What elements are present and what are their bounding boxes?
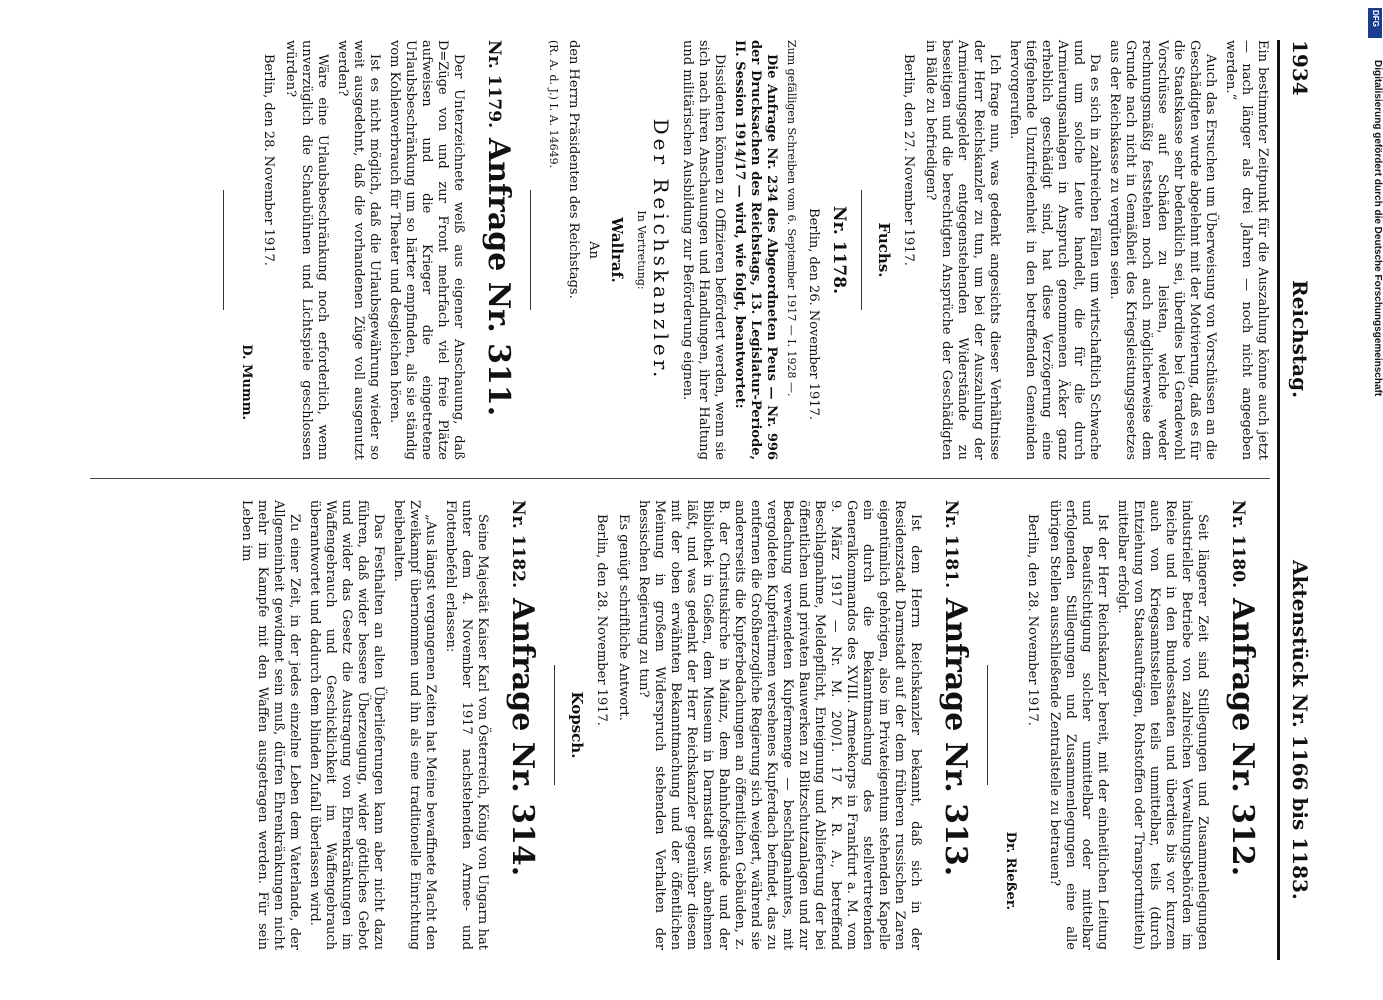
document-page xyxy=(36,20,1336,980)
paragraph: Zu einer Zeit, in der jedes einzelne Leben dem Vaterlande, der Allgemeinheit gewidmet sein muß, dürfen Ehrenkränkungen nicht mehr im Kampfe mit den Waffen ausgetragen werden. Für sein Leben im xyxy=(239,500,302,950)
paragraph: Auch das Ersuchen um Überweisung von Vorschüssen an die Geschädigten wurde abgelehnt mit der Motivierung, daß es für die Staatskasse sehr bedenklich sei, überdies bei Geradewohl Vorschüsse auf Schäden zu leisten, welche weder rechnungsmäßig feststehen noch auch möglicherweise dem Grunde nach nicht in Gemäßheit des Kriegsleistungsgesetzes aus der Reichskasse zu vergüten seien. xyxy=(1107,40,1218,460)
separator xyxy=(223,190,224,310)
anfrage-number: Nr. 1182. xyxy=(508,500,528,589)
date-line: Berlin, den 26. November 1917. xyxy=(806,208,821,420)
paragraph: Seine Majestät Kaiser Karl von Österreich, König von Ungarn hat unter dem 4. November 1917 nachstehenden Armee- und Flottenbefehl erlassen: xyxy=(443,500,490,950)
date-line: Berlin, den 28. November 1917. xyxy=(1025,514,1040,726)
anfrage-heading xyxy=(500,500,540,950)
paragraph: Ich frage nun, was gedenkt angesichts dieser Verhältnisse der Herr Reichskanzler zu tun, um bei der Auszahlung der Armierungsgelder entgegenstehenden Widerstände zu beseitigen und die berechtigten Ansprüche der Geschädigten in Bälde zu befriedigen? xyxy=(923,40,1002,460)
dfg-logo-text: DFG xyxy=(1371,10,1380,27)
reference: Zum gefälligen Schreiben vom 6. September 1917 — I. 1928 —. xyxy=(785,40,798,397)
header-right-title: Aktenstück Nr. 1166 bis 1183. xyxy=(1288,560,1312,900)
anfrage-heading xyxy=(476,40,516,460)
anfrage-title: Anfrage Nr. 312. xyxy=(1225,598,1260,877)
reference: (R. A. d. J.) I. A. 14649. xyxy=(547,40,560,169)
paragraph: Es genügt schriftliche Antwort. xyxy=(616,514,631,721)
anfrage-title: Anfrage Nr. 311. xyxy=(481,138,516,417)
date-line: Berlin, den 27. November 1917. xyxy=(901,54,916,266)
signature: Fuchs. xyxy=(875,222,893,278)
paragraph: Da es sich in zahlreichen Fällen um wirtschaftlich Schwache und um solche Leute handelt, die für die durch Armierungsanlagen in Anspruch genommenen Äcker ganz erheblich geschädigt sind, hat diese Verzögerung eine tiefgehende Unzufriedenheit in den betreffenden Gemeinden hervorgerufen. xyxy=(1007,40,1102,460)
paragraph: Wäre eine Urlaubsbeschränkung noch erforderlich, wenn unverzüglich die Schaubühnen und Lichtspiele geschlossen würden? xyxy=(283,40,330,460)
left-column xyxy=(209,40,1270,460)
paragraph: Das Festhalten an alten Überlieferungen kann aber nicht dazu führen, daß wider bessere Überzeugung, wider göttliches Gebot und wider das Gesetz die Austragung von Ehrenkränkungen im Waffengebrauch und Geschicklichkeit im Waffengebrauch überantwortet und dadurch dem blinden Zufall überlassen wird. xyxy=(307,500,386,950)
signature: Kopsch. xyxy=(568,691,586,759)
digitization-credit xyxy=(1369,20,1383,980)
addressee: den Herrn Präsidenten des Reichstags. xyxy=(566,40,581,299)
anfrage-number: Nr. 1179. xyxy=(484,40,504,129)
separator xyxy=(987,665,988,785)
anfrage-heading xyxy=(1220,500,1260,950)
paragraph: Ist es nicht möglich, daß die Urlaubsgewährung wieder so weit ausgedehnt, daß die vorhandenen Züge voll ausgenutzt werden? xyxy=(335,40,382,460)
signature: Wallraf. xyxy=(608,217,626,283)
signature: D. Mumm. xyxy=(239,344,254,420)
paragraph: Ist dem Herrn Reichskanzler bekannt, daß sich in der Residenzstadt Darmstadt auf der dem früheren russischen Zaren eigentümlich gehörigen, also im Privateigentum stehenden Kapelle ein durch die Bekanntmachung des stellvertretenden Generalkommandos des XVIII. Armeekorps in Frankfurt a. M. vom 9. März 1917 — Nr. M. 200/1. 17 K. R. A., betreffend Beschlagnahme, Meldepflicht, Enteignung und Ablieferung der bei öffentlichen und privaten Bauwerken zu Blitzschutzanlagen und zur Bedachung verwendeten Kupfermenge — beschlagnahmtes, mit vergoldeten Kupfertürmen versehenes Kupferdach befindet, das zu entfernen die Großherzogliche Regierung sich weigert, während sie andererseits die Kupferbedachungen an öffentlichen Gebäuden, z. B. der Christuskirche in Mainz, dem Bahnhofsgebäude und der Bibliothek in Gießen, dem Museum in Darmstadt usw. abnehmen läßt, und was gedenkt der Herr Reichskanzler gegenüber diesem mit der oben erwähnten Bekanntmachung und der öffentlichen Meinung in großem Widerspruch stehenden Verhalten der hessischen Regierung zu tun? xyxy=(636,500,923,950)
date-line: Berlin, den 28. November 1917. xyxy=(261,54,276,266)
anfrage-title: Anfrage Nr. 313. xyxy=(938,598,973,877)
separator xyxy=(530,190,531,310)
paragraph: Die Anfrage Nr. 234 des Abgeordneten Peus — Nr. 996 der Drucksachen des Reichstags, 13. Legislatur-Periode, II. Session 1914/17 — wird, wie folgt, beantwortet: xyxy=(732,40,779,460)
addressee-an: An xyxy=(586,241,601,259)
page-header xyxy=(1277,40,1316,960)
paragraph: Ist der Herr Reichskanzler bereit, mit der einheitlichen Leitung und Beaufsichtigung solcher unmittelbar oder mittelbar erfolgenden Stillegungen und Zusammenlegungen eine alle übrigen Stellen ausschließende Zentralstelle zu betrauen? xyxy=(1047,500,1110,950)
paragraph: Dissidenten können zu Offizieren befördert werden, wenn sie sich nach ihren Anschauungen und Handlungen, ihrer Haltung und militärischen Ausbildung zur Beförderung eignen. xyxy=(680,40,727,460)
document-number: Nr. 1178. xyxy=(829,205,849,294)
vertretung-label: In Vertretung: xyxy=(635,210,648,290)
header-left-title: Reichstag. xyxy=(1288,280,1312,399)
paragraph: Ein bestimmter Zeitpunkt für die Auszahlung könne auch jetzt — nach länger als drei Jahren — noch nicht angegeben werden.“ xyxy=(1223,40,1270,460)
signature: Dr. Rießer. xyxy=(1003,831,1018,910)
column-divider xyxy=(90,478,1270,479)
page-number: 1934 xyxy=(1288,40,1312,96)
anfrage-title: Anfrage Nr. 314. xyxy=(505,598,540,877)
separator xyxy=(554,665,555,785)
credit-text: Digitalisierung gefördert durch die Deutsche Forschungsgemeinschaft xyxy=(1372,60,1383,397)
anfrage-number: Nr. 1181. xyxy=(941,500,961,589)
date-line: Berlin, den 28. November 1917. xyxy=(594,514,609,726)
paragraph: Der Unterzeichnete weiß aus eigener Anschauung, daß D=Züge von und zur Front mehrfach viel freie Plätze aufweisen und die Krieger die eingetretene Urlaubsbeschränkung um so härter empfinden, als sie ständig vom Kohlenverbrauch für Theater und desgleichen hören. xyxy=(387,40,466,460)
right-column xyxy=(234,500,1270,950)
paragraph: Seit längerer Zeit sind Stillegungen und Zusammenlegungen industrieller Betriebe von zahlreichen Verwaltungsbehörden im Reiche und in den Bundesstaaten und überdies bis vor kurzem auch von Kriegsamtsstellen teils unmittelbar, teils (durch Entziehung von Staatsaufträgen, Rohstoffen oder Transportmitteln) mittelbar erfolgt. xyxy=(1115,500,1210,950)
reichskanzler-heading: Der Reichskanzler. xyxy=(649,118,673,382)
paragraph: „Aus längst vergangenen Zeiten hat Meine bewaffnete Macht den Zweikampf übernommen und ihn als eine traditionelle Einrichtung beibehalten. xyxy=(391,500,438,950)
anfrage-number: Nr. 1180. xyxy=(1228,500,1248,589)
anfrage-heading xyxy=(933,500,973,950)
separator xyxy=(861,190,862,310)
